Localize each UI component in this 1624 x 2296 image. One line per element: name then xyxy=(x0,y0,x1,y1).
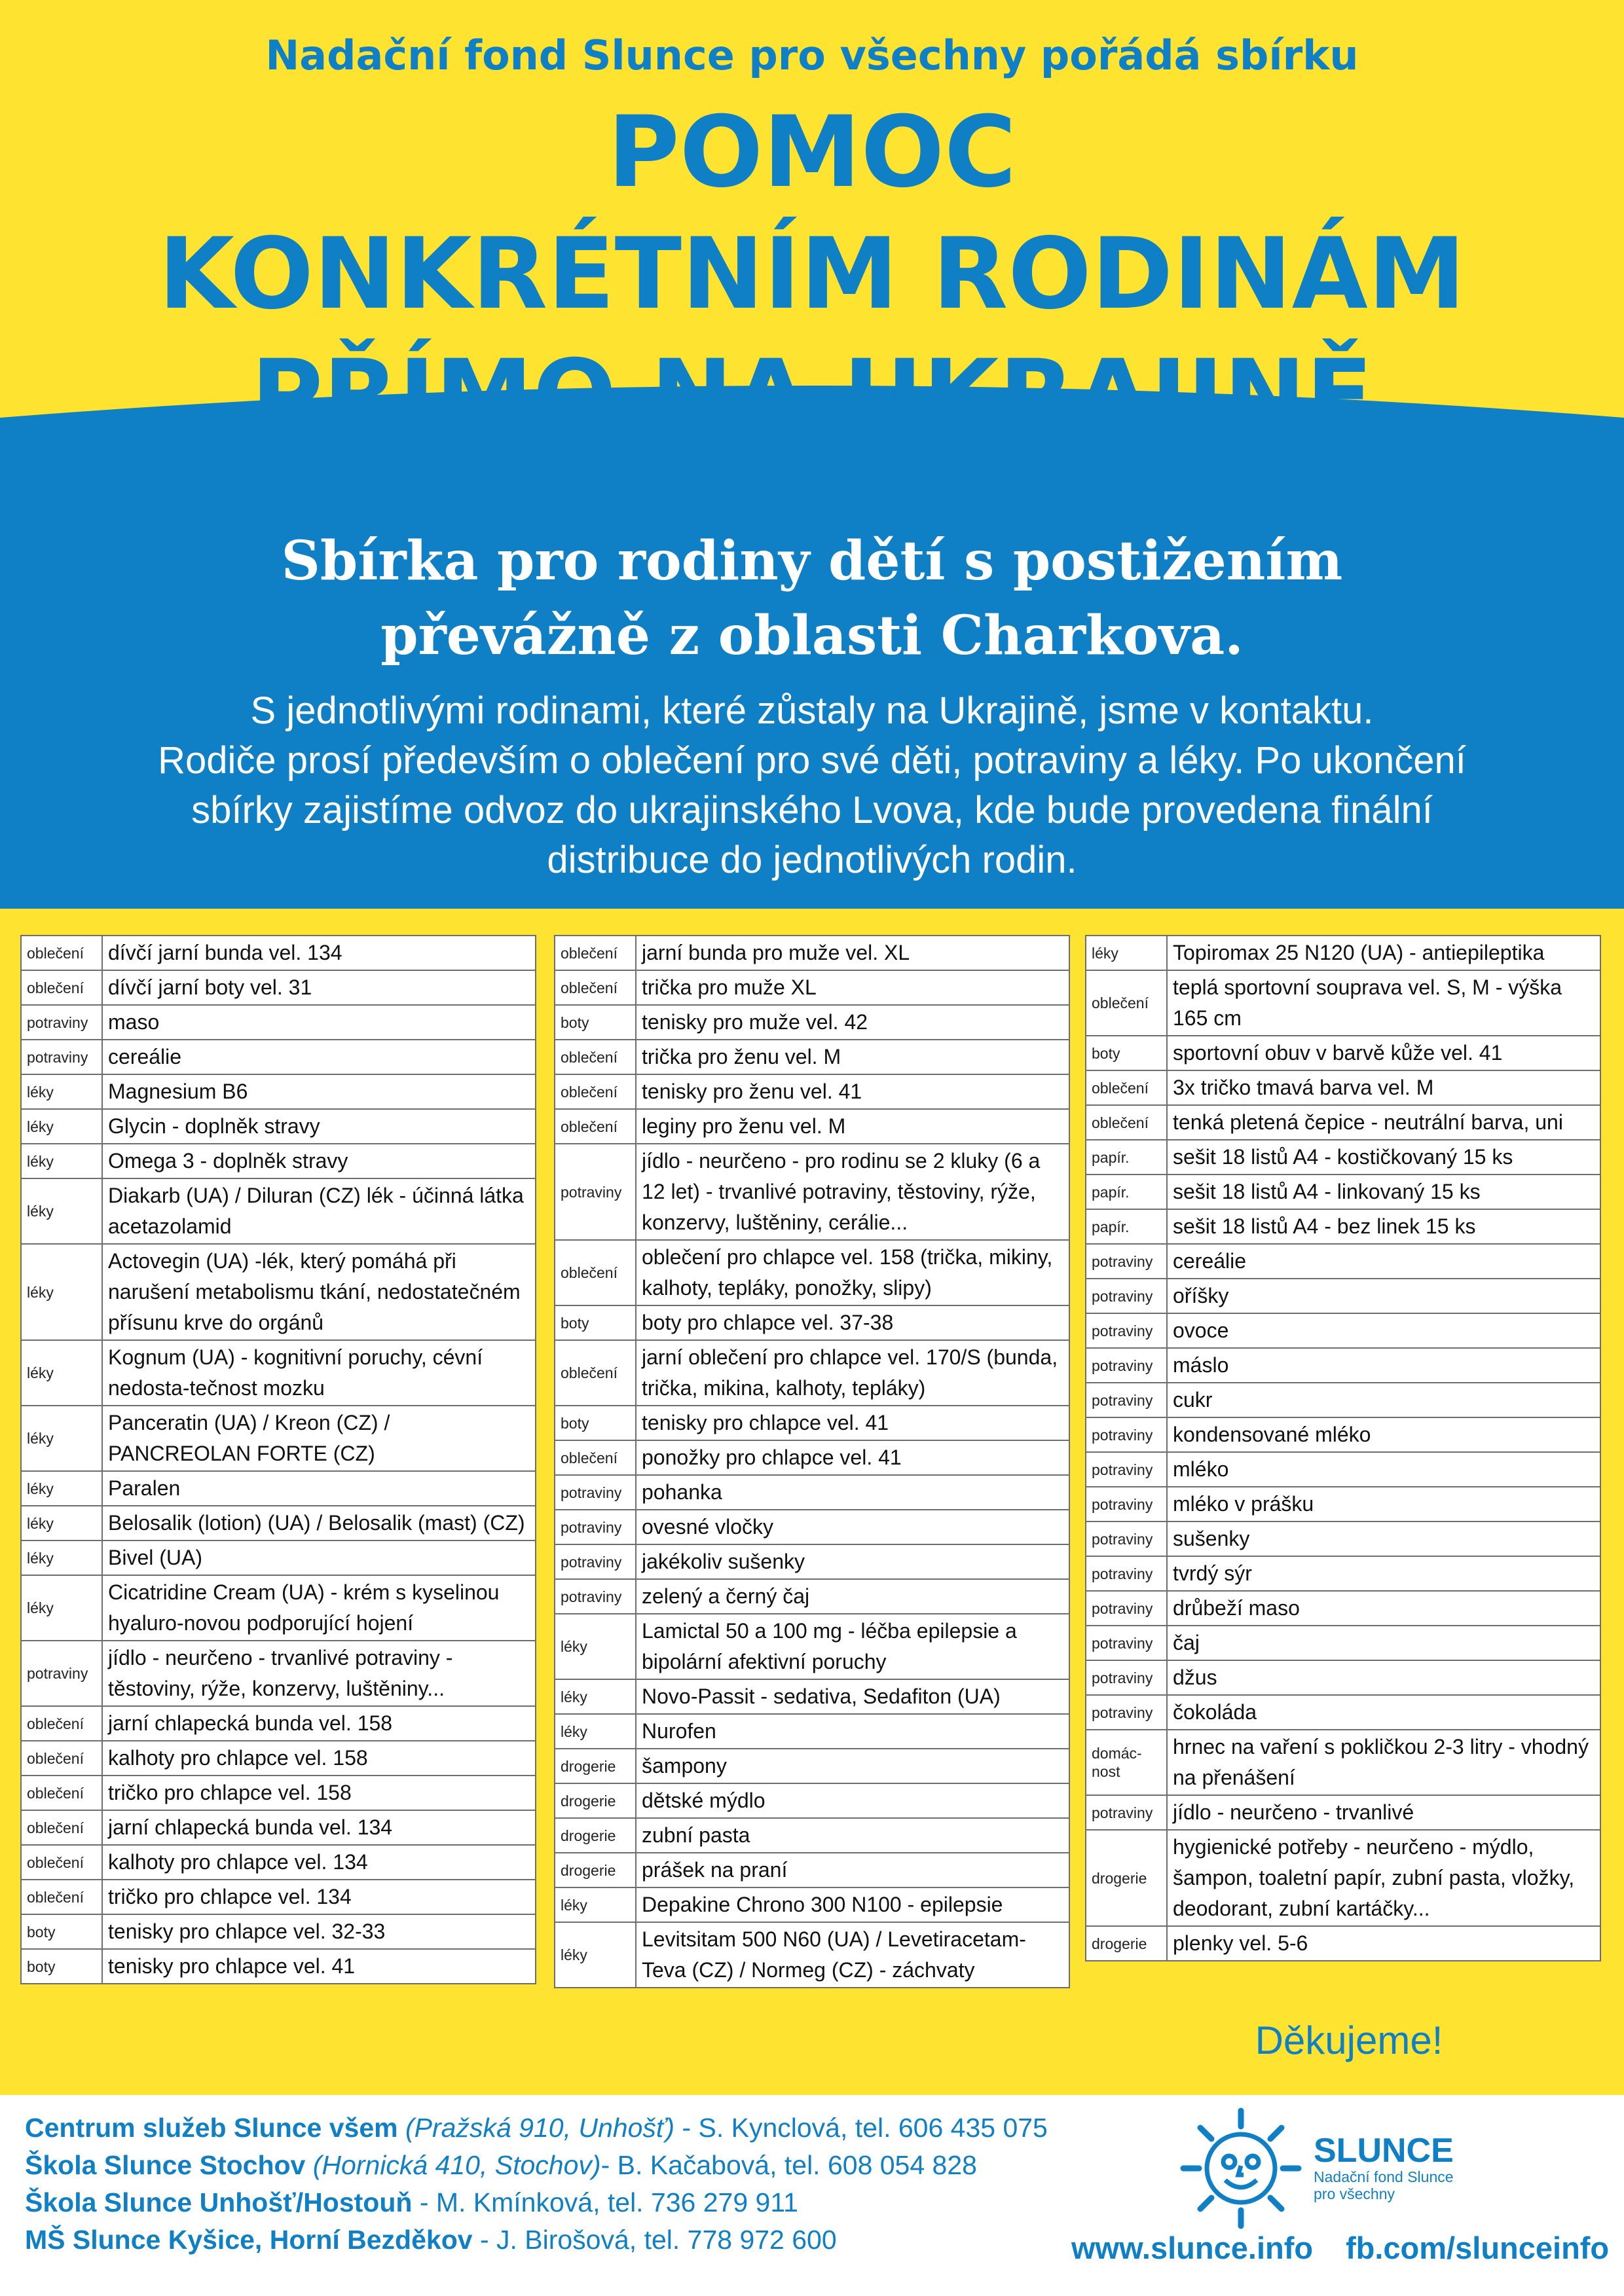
list-item xyxy=(555,1040,1069,1074)
list-item xyxy=(555,1544,1069,1579)
list-item xyxy=(21,1949,536,1984)
item-description: čaj xyxy=(1167,1626,1600,1660)
intro-line: sbírky zajistíme odvoz do ukrajinského Lvova, kde bude provedena finální xyxy=(191,789,1433,831)
item-category: oblečení xyxy=(555,970,636,1005)
item-category: potraviny xyxy=(1086,1279,1167,1313)
needs-list-column-1 xyxy=(20,935,536,1984)
contact-line xyxy=(25,2109,1112,2147)
list-item xyxy=(1086,1522,1600,1556)
item-description: sešit 18 listů A4 - kostičkovaný 15 ks xyxy=(1167,1140,1600,1175)
item-category: léky xyxy=(21,1575,102,1641)
list-item xyxy=(1086,1487,1600,1522)
contact-org: MŠ Slunce Kyšice, Horní Bezděkov xyxy=(25,2225,473,2255)
list-item xyxy=(555,1887,1069,1922)
item-description: Omega 3 - doplněk stravy xyxy=(102,1144,536,1178)
item-description: Topiromax 25 N120 (UA) - antiepileptika xyxy=(1167,936,1600,970)
item-description: mléko xyxy=(1167,1452,1600,1487)
list-item xyxy=(21,1040,536,1074)
item-category: potraviny xyxy=(555,1510,636,1544)
contact-person: - S. Kynclová, tel. 606 435 075 xyxy=(674,2113,1048,2143)
item-category: léky xyxy=(555,1714,636,1749)
item-category: potraviny xyxy=(21,1040,102,1074)
item-description: dívčí jarní boty vel. 31 xyxy=(102,970,536,1005)
logo-subtitle: Nadační fond Slunce xyxy=(1314,2168,1454,2185)
item-category: boty xyxy=(555,1406,636,1440)
item-description: sešit 18 listů A4 - linkovaný 15 ks xyxy=(1167,1175,1600,1209)
contact-list xyxy=(25,2109,1112,2259)
contact-org: Škola Slunce Stochov xyxy=(25,2150,306,2180)
list-item xyxy=(1086,1660,1600,1695)
item-description: Nurofen xyxy=(636,1714,1069,1749)
item-description: cukr xyxy=(1167,1383,1600,1417)
needs-table xyxy=(1085,935,1601,1961)
item-description: Cicatridine Cream (UA) - krém s kyselinou hyaluro-novou podporující hojení xyxy=(102,1575,536,1641)
item-category: potraviny xyxy=(1086,1795,1167,1830)
title-line: POMOC xyxy=(607,96,1017,210)
item-description: tenisky pro chlapce vel. 32-33 xyxy=(102,1914,536,1949)
item-description: sešit 18 listů A4 - bez linek 15 ks xyxy=(1167,1209,1600,1244)
item-description: kalhoty pro chlapce vel. 158 xyxy=(102,1741,536,1776)
list-item xyxy=(555,1749,1069,1783)
item-category: léky xyxy=(555,1887,636,1922)
item-description: jídlo - neurčeno - trvanlivé potraviny - těstoviny, rýže, konzervy, luštěniny... xyxy=(102,1641,536,1706)
list-item xyxy=(1086,1279,1600,1313)
list-item xyxy=(555,1074,1069,1109)
item-category: potraviny xyxy=(1086,1348,1167,1383)
thanks-text: Děkujeme! xyxy=(1255,2018,1443,2062)
item-description: Paralen xyxy=(102,1471,536,1506)
item-category: potraviny xyxy=(1086,1244,1167,1279)
item-category: oblečení xyxy=(21,1776,102,1810)
list-item xyxy=(555,1853,1069,1887)
list-item xyxy=(555,1818,1069,1853)
item-category: oblečení xyxy=(21,936,102,970)
item-description: kondensované mléko xyxy=(1167,1417,1600,1452)
list-item xyxy=(21,1706,536,1741)
logo-name: SLUNCE xyxy=(1314,2132,1454,2170)
item-description: tenisky pro chlapce vel. 41 xyxy=(636,1406,1069,1440)
item-description: jarní bunda pro muže vel. XL xyxy=(636,936,1069,970)
item-description: tvrdý sýr xyxy=(1167,1556,1600,1591)
item-category: potraviny xyxy=(21,1005,102,1040)
item-category: papír. xyxy=(1086,1209,1167,1244)
item-category: drogerie xyxy=(1086,1830,1167,1926)
item-category: oblečení xyxy=(555,1440,636,1475)
headline-line: převážně z oblasti Charkova. xyxy=(380,604,1244,667)
list-item xyxy=(21,1641,536,1706)
item-description: 3x tričko tmavá barva vel. M xyxy=(1167,1070,1600,1105)
item-description: šampony xyxy=(636,1749,1069,1783)
item-description: cereálie xyxy=(1167,1244,1600,1279)
item-category: léky xyxy=(555,1922,636,1988)
item-category: boty xyxy=(21,1949,102,1984)
item-category: potraviny xyxy=(1086,1417,1167,1452)
list-item xyxy=(555,1109,1069,1144)
item-category: léky xyxy=(21,1471,102,1506)
list-item xyxy=(555,1406,1069,1440)
list-item xyxy=(1086,1105,1600,1140)
needs-list-column-3 xyxy=(1085,935,1601,1961)
item-category: oblečení xyxy=(21,970,102,1005)
item-category: oblečení xyxy=(555,936,636,970)
logo-subtitle: pro všechny xyxy=(1314,2185,1395,2202)
list-item xyxy=(1086,1556,1600,1591)
list-item xyxy=(21,1178,536,1244)
item-category: léky xyxy=(1086,936,1167,970)
item-description: boty pro chlapce vel. 37-38 xyxy=(636,1305,1069,1340)
item-category: potraviny xyxy=(1086,1556,1167,1591)
item-category: oblečení xyxy=(21,1810,102,1845)
list-item xyxy=(21,1845,536,1880)
list-item xyxy=(1086,1140,1600,1175)
item-category: potraviny xyxy=(1086,1452,1167,1487)
website-link[interactable]: www.slunce.info xyxy=(1071,2231,1314,2265)
intro-line: S jednotlivými rodinami, které zůstaly na Ukrajině, jsme v kontaktu. xyxy=(250,689,1374,732)
item-category: potraviny xyxy=(1086,1660,1167,1695)
item-description: drůbeží maso xyxy=(1167,1591,1600,1626)
item-description: máslo xyxy=(1167,1348,1600,1383)
list-item xyxy=(21,1506,536,1540)
list-item xyxy=(555,1714,1069,1749)
item-description: tričko pro chlapce vel. 158 xyxy=(102,1776,536,1810)
needs-table xyxy=(20,935,536,1984)
list-item xyxy=(21,1406,536,1471)
item-category: léky xyxy=(21,1144,102,1178)
item-category: léky xyxy=(21,1074,102,1109)
contact-person: - M. Kmínková, tel. 736 279 911 xyxy=(412,2187,798,2217)
item-category: léky xyxy=(21,1340,102,1406)
item-description: jídlo - neurčeno - trvanlivé xyxy=(1167,1795,1600,1830)
needs-list-column-2 xyxy=(554,935,1070,1988)
list-item xyxy=(21,1244,536,1340)
item-description: pohanka xyxy=(636,1475,1069,1510)
item-description: jídlo - neurčeno - pro rodinu se 2 kluky (6 a 12 let) - trvanlivé potraviny, těstoviny, rýže, konzervy, luštěniny, cerálie... xyxy=(636,1144,1069,1240)
item-description: Lamictal 50 a 100 mg - léčba epilepsie a bipolární afektivní poruchy xyxy=(636,1614,1069,1679)
title-line: KONKRÉTNÍM RODINÁM xyxy=(158,217,1466,331)
list-item xyxy=(555,1340,1069,1406)
list-item xyxy=(1086,1591,1600,1626)
item-category: léky xyxy=(21,1540,102,1575)
item-description: prášek na praní xyxy=(636,1853,1069,1887)
item-category: potraviny xyxy=(1086,1695,1167,1730)
item-category: potraviny xyxy=(1086,1522,1167,1556)
item-description: dívčí jarní bunda vel. 134 xyxy=(102,936,536,970)
list-item xyxy=(21,1144,536,1178)
list-item xyxy=(21,1810,536,1845)
list-item xyxy=(555,1510,1069,1544)
list-item xyxy=(555,1783,1069,1818)
item-description: tenisky pro muže vel. 42 xyxy=(636,1005,1069,1040)
item-description: sušenky xyxy=(1167,1522,1600,1556)
item-description: jarní chlapecká bunda vel. 158 xyxy=(102,1706,536,1741)
item-description: hrnec na vaření s pokličkou 2-3 litry - vhodný na přenášení xyxy=(1167,1730,1600,1795)
intro-paragraph xyxy=(79,686,1545,885)
item-category: léky xyxy=(21,1109,102,1144)
list-item xyxy=(555,936,1069,970)
item-category: oblečení xyxy=(1086,1105,1167,1140)
list-item xyxy=(555,1614,1069,1679)
item-description: jakékoliv sušenky xyxy=(636,1544,1069,1579)
list-item xyxy=(1086,936,1600,970)
item-description: Diakarb (UA) / Diluran (CZ) lék - účinná látka acetazolamid xyxy=(102,1178,536,1244)
item-category: potraviny xyxy=(1086,1383,1167,1417)
item-category: potraviny xyxy=(1086,1591,1167,1626)
item-description: cereálie xyxy=(102,1040,536,1074)
list-item xyxy=(1086,1795,1600,1830)
item-description: Depakine Chrono 300 N100 - epilepsie xyxy=(636,1887,1069,1922)
item-description: Glycin - doplněk stravy xyxy=(102,1109,536,1144)
list-item xyxy=(1086,1695,1600,1730)
list-item xyxy=(21,970,536,1005)
list-item xyxy=(1086,1452,1600,1487)
list-item xyxy=(1086,970,1600,1036)
item-description: leginy pro ženu vel. M xyxy=(636,1109,1069,1144)
item-category: oblečení xyxy=(21,1845,102,1880)
item-description: zelený a černý čaj xyxy=(636,1579,1069,1614)
item-description: zubní pasta xyxy=(636,1818,1069,1853)
item-category: léky xyxy=(21,1406,102,1471)
needs-table xyxy=(554,935,1070,1988)
item-description: ponožky pro chlapce vel. 41 xyxy=(636,1440,1069,1475)
item-description: ovoce xyxy=(1167,1313,1600,1348)
list-item xyxy=(1086,1175,1600,1209)
contact-address: (Pražská 910, Unhošť) xyxy=(405,2113,675,2143)
list-item xyxy=(555,1440,1069,1475)
item-description: trička pro ženu vel. M xyxy=(636,1040,1069,1074)
main-title xyxy=(0,92,1624,457)
item-category: drogerie xyxy=(555,1783,636,1818)
item-category: léky xyxy=(555,1614,636,1679)
item-category: léky xyxy=(21,1244,102,1340)
list-item xyxy=(1086,1209,1600,1244)
intro-line: distribuce do jednotlivých rodin. xyxy=(547,839,1077,881)
item-category: oblečení xyxy=(21,1880,102,1914)
item-description: Magnesium B6 xyxy=(102,1074,536,1109)
contact-line xyxy=(25,2221,1112,2259)
item-description: Levitsitam 500 N60 (UA) / Levetiracetam-Teva (CZ) / Normeg (CZ) - záchvaty xyxy=(636,1922,1069,1988)
item-category: oblečení xyxy=(555,1040,636,1074)
item-category: potraviny xyxy=(1086,1626,1167,1660)
item-category: léky xyxy=(555,1679,636,1714)
item-description: tenká pletená čepice - neutrální barva, uni xyxy=(1167,1105,1600,1140)
list-item xyxy=(21,936,536,970)
list-item xyxy=(1086,1626,1600,1660)
list-item xyxy=(1086,1070,1600,1105)
item-description: Bivel (UA) xyxy=(102,1540,536,1575)
item-category: léky xyxy=(21,1506,102,1540)
item-description: oblečení pro chlapce vel. 158 (trička, mikiny, kalhoty, tepláky, ponožky, slipy) xyxy=(636,1240,1069,1305)
facebook-link[interactable]: fb.com/slunceinfo xyxy=(1346,2231,1610,2265)
item-description: Panceratin (UA) / Kreon (CZ) / PANCREOLAN FORTE (CZ) xyxy=(102,1406,536,1471)
list-item xyxy=(555,1922,1069,1988)
contact-org: Centrum služeb Slunce všem xyxy=(25,2113,398,2143)
item-description: plenky vel. 5-6 xyxy=(1167,1926,1600,1961)
list-item xyxy=(21,1914,536,1949)
item-description: džus xyxy=(1167,1660,1600,1695)
item-description: oříšky xyxy=(1167,1279,1600,1313)
item-category: oblečení xyxy=(1086,1070,1167,1105)
item-category: drogerie xyxy=(555,1749,636,1783)
item-description: čokoláda xyxy=(1167,1695,1600,1730)
item-category: léky xyxy=(21,1178,102,1244)
list-item xyxy=(21,1109,536,1144)
item-description: Belosalik (lotion) (UA) / Belosalik (mast) (CZ) xyxy=(102,1506,536,1540)
item-category: drogerie xyxy=(555,1818,636,1853)
contact-address: (Hornická 410, Stochov) xyxy=(312,2150,601,2180)
item-description: maso xyxy=(102,1005,536,1040)
item-description: sportovní obuv v barvě kůže vel. 41 xyxy=(1167,1036,1600,1070)
item-description: jarní oblečení pro chlapce vel. 170/S (bunda, trička, mikina, kalhoty, tepláky) xyxy=(636,1340,1069,1406)
item-category: boty xyxy=(21,1914,102,1949)
list-item xyxy=(1086,1926,1600,1961)
item-category: papír. xyxy=(1086,1175,1167,1209)
item-category: oblečení xyxy=(555,1109,636,1144)
list-item xyxy=(21,1880,536,1914)
contact-org: Škola Slunce Unhošť/Hostouň xyxy=(25,2187,413,2217)
contact-person: - B. Kačabová, tel. 608 054 828 xyxy=(600,2150,977,2180)
logo-text xyxy=(1314,2133,1471,2202)
item-description: trička pro muže XL xyxy=(636,970,1069,1005)
list-item xyxy=(21,1471,536,1506)
list-item xyxy=(21,1741,536,1776)
list-item xyxy=(1086,1036,1600,1070)
contact-line xyxy=(25,2147,1112,2184)
item-category: papír. xyxy=(1086,1140,1167,1175)
item-description: hygienické potřeby - neurčeno - mýdlo, šampon, toaletní papír, zubní pasta, vložky, deodorant, zubní kartáčky... xyxy=(1167,1830,1600,1926)
title-line: PŘÍMO NA UKRAJINĚ xyxy=(251,339,1373,453)
item-category: oblečení xyxy=(555,1340,636,1406)
list-item xyxy=(555,970,1069,1005)
list-item xyxy=(1086,1730,1600,1795)
item-category: boty xyxy=(555,1305,636,1340)
item-category: potraviny xyxy=(555,1579,636,1614)
item-description: Kognum (UA) - kognitivní poruchy, cévní nedosta-tečnost mozku xyxy=(102,1340,536,1406)
item-category: drogerie xyxy=(1086,1926,1167,1961)
item-description: kalhoty pro chlapce vel. 134 xyxy=(102,1845,536,1880)
intro-line: Rodiče prosí především o oblečení pro své děti, potraviny a léky. Po ukončení xyxy=(158,739,1466,782)
item-category: oblečení xyxy=(21,1741,102,1776)
list-item xyxy=(21,1776,536,1810)
list-item xyxy=(21,1340,536,1406)
list-item xyxy=(555,1305,1069,1340)
item-category: drogerie xyxy=(555,1853,636,1887)
collection-headline xyxy=(0,524,1624,673)
item-category: potraviny xyxy=(1086,1487,1167,1522)
list-item xyxy=(1086,1830,1600,1926)
list-item xyxy=(21,1540,536,1575)
list-item xyxy=(555,1005,1069,1040)
item-description: dětské mýdlo xyxy=(636,1783,1069,1818)
list-item xyxy=(21,1005,536,1040)
list-item xyxy=(555,1144,1069,1240)
item-description: ovesné vločky xyxy=(636,1510,1069,1544)
item-description: jarní chlapecká bunda vel. 134 xyxy=(102,1810,536,1845)
item-description: Novo-Passit - sedativa, Sedafiton (UA) xyxy=(636,1679,1069,1714)
item-description: tričko pro chlapce vel. 134 xyxy=(102,1880,536,1914)
item-category: boty xyxy=(1086,1036,1167,1070)
headline-line: Sbírka pro rodiny dětí s postižením xyxy=(281,530,1343,592)
item-category: potraviny xyxy=(1086,1313,1167,1348)
list-item xyxy=(21,1074,536,1109)
item-description: mléko v prášku xyxy=(1167,1487,1600,1522)
item-description: tenisky pro chlapce vel. 41 xyxy=(102,1949,536,1984)
item-category: potraviny xyxy=(555,1475,636,1510)
item-category: potraviny xyxy=(555,1544,636,1579)
contact-line xyxy=(25,2184,1112,2221)
list-item xyxy=(555,1579,1069,1614)
list-item xyxy=(1086,1417,1600,1452)
item-category: potraviny xyxy=(21,1641,102,1706)
list-item xyxy=(555,1475,1069,1510)
list-item xyxy=(555,1240,1069,1305)
item-description: tenisky pro ženu vel. 41 xyxy=(636,1074,1069,1109)
item-category: oblečení xyxy=(21,1706,102,1741)
list-item xyxy=(1086,1244,1600,1279)
list-item xyxy=(1086,1313,1600,1348)
item-category: domác-nost xyxy=(1086,1730,1167,1795)
item-category: potraviny xyxy=(555,1144,636,1240)
item-description: teplá sportovní souprava vel. S, M - výška 165 cm xyxy=(1167,970,1600,1036)
item-category: oblečení xyxy=(1086,970,1167,1036)
list-item xyxy=(21,1575,536,1641)
list-item xyxy=(1086,1348,1600,1383)
list-item xyxy=(1086,1383,1600,1417)
item-category: boty xyxy=(555,1005,636,1040)
item-description: Actovegin (UA) -lék, který pomáhá při narušení metabolismu tkání, nedostatečném přísunu krve do orgánů xyxy=(102,1244,536,1340)
item-category: oblečení xyxy=(555,1240,636,1305)
contact-person: - J. Birošová, tel. 778 972 600 xyxy=(472,2225,837,2255)
list-item xyxy=(555,1679,1069,1714)
organizer-line: Nadační fond Slunce pro všechny pořádá sbírku xyxy=(265,31,1359,79)
item-category: oblečení xyxy=(555,1074,636,1109)
